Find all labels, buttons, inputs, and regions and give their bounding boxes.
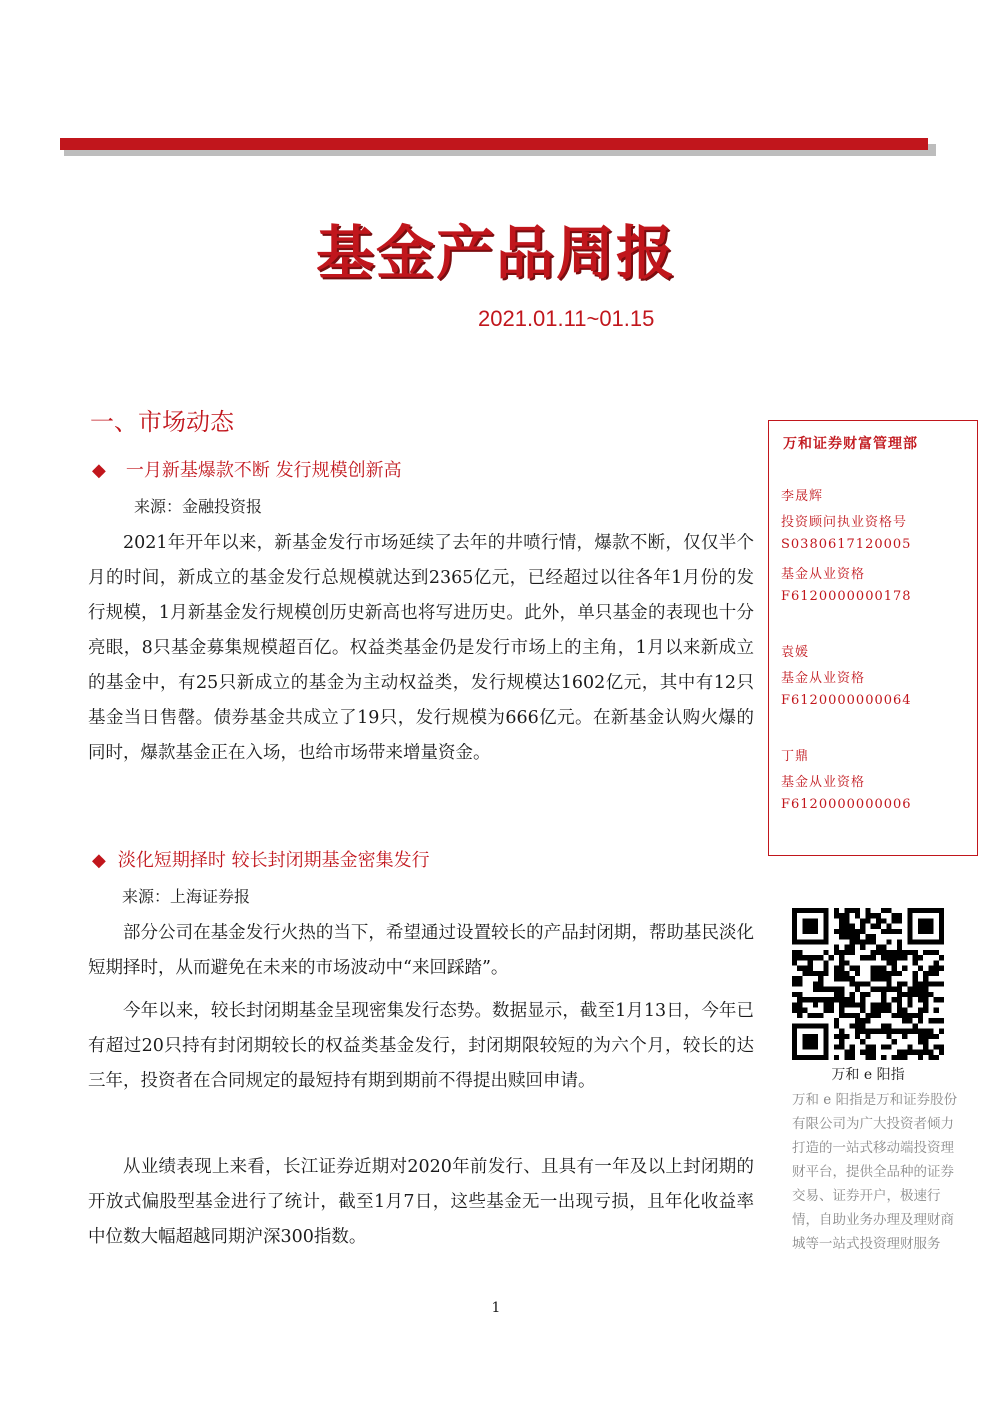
report-date-range: 2021.01.11~01.15 <box>478 306 655 331</box>
news-paragraph: 2021年开年以来，新基金发行市场延续了去年的井喷行情，爆款不断，仅仅半个月的时间，新成立的基金发行总规模就达到2365亿元，已经超过以往各年1月份的发行规模，1月新基金发行规模创历史新高也将写进历史。此外，单只基金的表现也十分亮眼，8只基金募集规模超百亿。权益类基金仍是发行市场上的主角，1月以来新成立的基金中，有25只新成立的基金为主动权益类，发行规模达1602亿元，其中有12只基金当日售罄。债券基金共成立了19只，发行规模为666亿元。在新基金认购火爆的同时，爆款基金正在入场，也给市场带来增量资金。 <box>88 533 754 763</box>
analyst-credential-number: F6120000000178 <box>781 589 912 604</box>
analyst-credential-label: 基金从业资格 <box>781 567 866 582</box>
page-number: 1 <box>491 1300 501 1316</box>
qr-caption: 万和 e 阳指 <box>831 1067 905 1083</box>
analyst-name: 李晟辉 <box>781 489 824 504</box>
news-headline-text: 一月新基爆款不断 发行规模创新高 <box>125 460 402 481</box>
analyst-credential-label: 基金从业资格 <box>781 775 866 790</box>
header-rule <box>60 138 928 150</box>
news-paragraph: 今年以来，较长封闭期基金呈现密集发行态势。数据显示，截至1月13日，今年已有超过20只持有封闭期较长的权益类基金发行，封闭期限较短的为六个月，较长的达三年，投资者在合同规定的最短持有期到期前不得提出赎回申请。 <box>88 1001 754 1091</box>
diamond-bullet-icon: ◆ <box>92 460 106 481</box>
analyst-credential-number: S0380617120005 <box>781 537 912 552</box>
diamond-bullet-icon: ◆ <box>92 850 106 871</box>
news-paragraph: 部分公司在基金发行火热的当下，希望通过设置较长的产品封闭期，帮助基民淡化短期择时，从而避免在未来的市场波动中“来回踩踏”。 <box>88 923 754 978</box>
qr-description: 万和 e 阳指是万和证券股份有限公司为广大投资者倾力打造的一站式移动端投资理财平台，提供全品种的证券交易、证券开户，极速行情，自助业务办理及理财商城等一站式投资理财服务 <box>792 1092 958 1252</box>
analyst-credential-label: 投资顾问执业资格号 <box>781 515 908 530</box>
news-paragraph: 从业绩表现上来看，长江证券近期对2020年前发行、且具有一年及以上封闭期的开放式偏股型基金进行了统计，截至1月7日，这些基金无一出现亏损，且年化收益率中位数大幅超越同期沪深300指数。 <box>88 1157 754 1247</box>
sidebar-title: 万和证券财富管理部 <box>783 436 918 452</box>
analyst-credential-number: F6120000000064 <box>781 693 912 708</box>
analyst-name: 丁鼎 <box>781 749 810 764</box>
report-title: 基金产品周报 <box>315 219 676 287</box>
section-title: 一、市场动态 <box>90 408 234 436</box>
news-headline-1 <box>92 456 402 482</box>
analyst-name: 袁媛 <box>781 645 810 660</box>
analyst-sidebar <box>768 420 978 856</box>
analyst-credential-label: 基金从业资格 <box>781 671 866 686</box>
news-source: 来源：金融投资报 <box>134 497 263 516</box>
qr-code-icon[interactable] <box>792 908 944 1060</box>
analyst-credential-number: F6120000000006 <box>781 797 912 812</box>
news-headline-text: 淡化短期择时 较长封闭期基金密集发行 <box>117 850 430 871</box>
news-source: 来源：上海证券报 <box>122 887 251 906</box>
news-headline-2 <box>92 846 430 872</box>
